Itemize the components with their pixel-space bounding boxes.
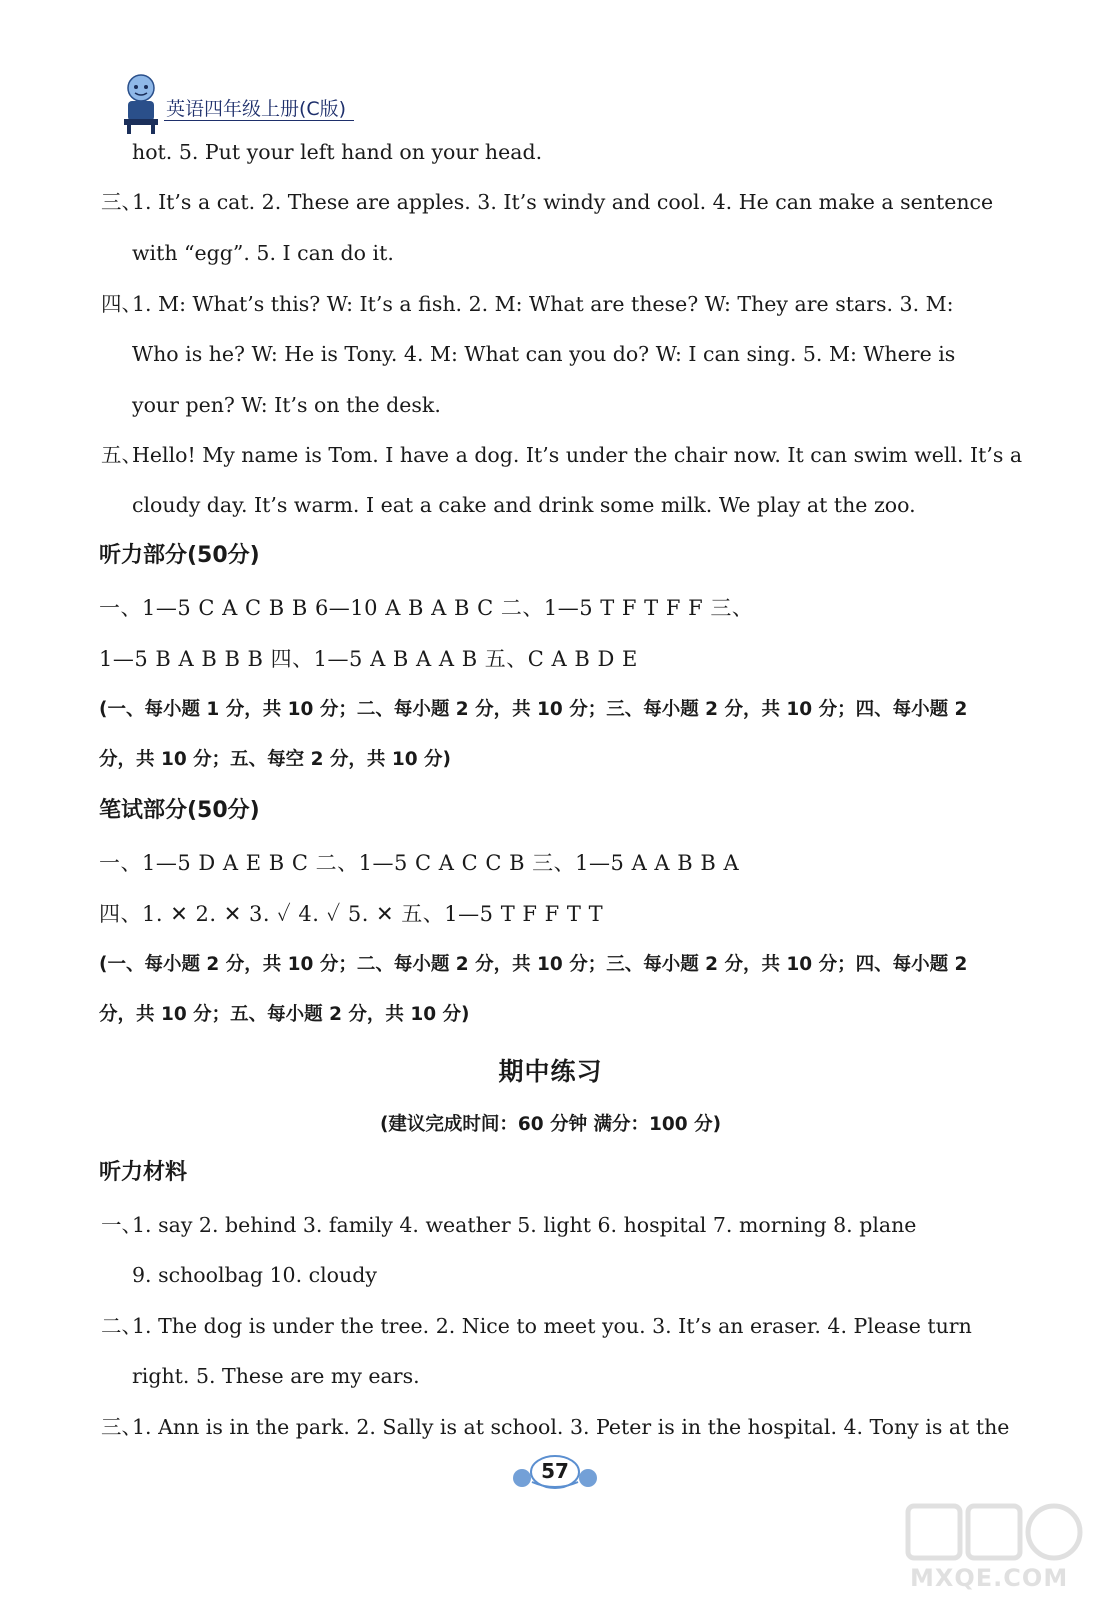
section-label: 二、 — [101, 1314, 142, 1338]
text-content: Hello! My name is Tom. I have a dog. It’s under the chair now. It can swim well. It’s a — [132, 443, 1023, 467]
text-content: 9. schoolbag 10. cloudy — [132, 1263, 377, 1287]
midterm-subtitle: (建议完成时间：60 分钟 满分：100 分) — [379, 1114, 722, 1135]
scoring-note: (一、每小题 2 分，共 10 分；二、每小题 2 分，共 10 分；三、每小题 2 分，共 10 分；四、每小题 2 — [99, 954, 968, 975]
text-content: with “egg”. 5. I can do it. — [132, 241, 394, 265]
text-content: hot. 5. Put your left hand on your head. — [132, 140, 543, 164]
text-content: 1. Ann is in the park. 2. Sally is at school. 3. Peter is in the hospital. 4. Tony is at the — [132, 1415, 1010, 1439]
page-number-badge — [510, 1452, 600, 1492]
scoring-note: 分，共 10 分；五、每小题 2 分，共 10 分) — [99, 1004, 470, 1025]
watermark — [900, 1500, 1090, 1596]
text-content: right. 5. These are my ears. — [132, 1364, 420, 1388]
text-content: Who is he? W: He is Tony. 4. M: What can you do? W: I can sing. 5. M: Where is — [132, 342, 956, 366]
listening-material-heading: 听力材料 — [99, 1160, 188, 1185]
section-label: 一、 — [101, 1213, 142, 1237]
scoring-note: 分，共 10 分；五、每空 2 分，共 10 分) — [99, 749, 451, 770]
mascot-icon — [118, 72, 164, 134]
text-content: 1. say 2. behind 3. family 4. weather 5. light 6. hospital 7. morning 8. plane — [132, 1213, 917, 1237]
text-content: 1. M: What’s this? W: It’s a fish. 2. M: What are these? W: They are stars. 3. M: — [132, 292, 954, 316]
text-content: your pen? W: It’s on the desk. — [132, 393, 441, 417]
written-heading: 笔试部分(50分) — [99, 798, 260, 823]
answer-keys-line: 一、1—5 D A E B C 二、1—5 C A C C B 三、1—5 A A B B A — [99, 851, 740, 875]
text-content: 1. It’s a cat. 2. These are apples. 3. It’s windy and cool. 4. He can make a sentence — [132, 190, 994, 214]
section-label: 三、 — [101, 190, 142, 214]
title-underline — [164, 120, 354, 121]
answer-keys-line: 四、1. ✕ 2. ✕ 3. ✓ 4. ✓ 5. ✕ 五、1—5 T F F T T — [99, 902, 604, 926]
text-content: 1. The dog is under the tree. 2. Nice to meet you. 3. It’s an eraser. 4. Please turn — [132, 1314, 972, 1338]
scoring-note: (一、每小题 1 分，共 10 分；二、每小题 2 分，共 10 分；三、每小题 2 分，共 10 分；四、每小题 2 — [99, 699, 968, 720]
listening-heading: 听力部分(50分) — [99, 543, 260, 568]
answer-keys-line: 1—5 B A B B B 四、1—5 A B A A B 五、C A B D E — [99, 647, 638, 671]
answer-keys-line: 一、1—5 C A C B B 6—10 A B A B C 二、1—5 T F T F F 三、 — [99, 596, 754, 620]
page-number: 57 — [541, 1459, 569, 1483]
watermark-text: MXQE.COM — [910, 1564, 1069, 1592]
midterm-title: 期中练习 — [498, 1057, 603, 1086]
section-label: 四、 — [101, 292, 142, 316]
section-label: 五、 — [101, 443, 142, 467]
watermark-logo-icon — [900, 1500, 1090, 1564]
book-title: 英语四年级上册(C版) — [166, 98, 347, 120]
section-label: 三、 — [101, 1415, 142, 1439]
text-content: cloudy day. It’s warm. I eat a cake and drink some milk. We play at the zoo. — [132, 493, 916, 517]
